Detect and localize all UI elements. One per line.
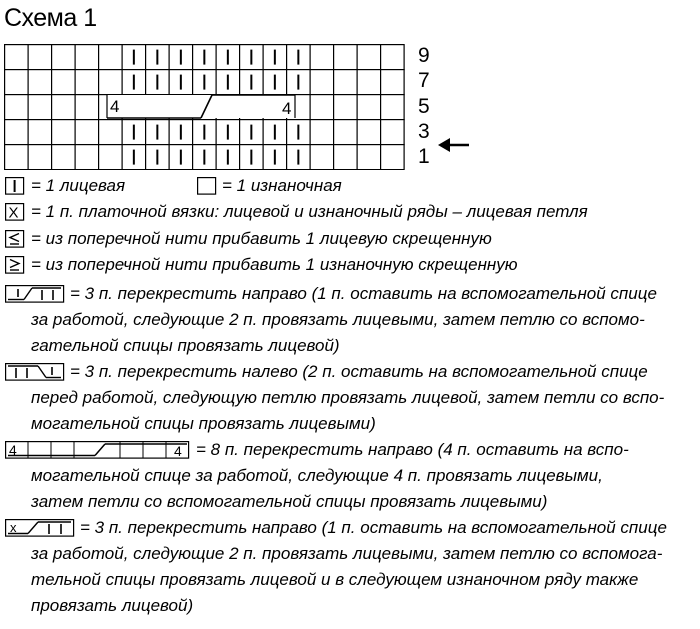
chart-cell (310, 70, 334, 95)
cross-left-3-icon (5, 363, 65, 381)
chart-cell (357, 95, 381, 120)
row-number-9: 9 (418, 44, 430, 67)
chart-cell (52, 120, 76, 145)
chart-cell (52, 70, 76, 95)
chart-cell (28, 120, 51, 145)
chart-cell (99, 145, 123, 170)
chart-cell (381, 145, 405, 170)
legend-cross-right-3-line-3: гательной спицы провязать лицевой) (31, 336, 340, 355)
chart-cell (357, 45, 381, 70)
legend-cross-right-3-line-1: = 3 п. перекрестить направо (1 п. оставить на вспомогательной спице (70, 284, 657, 303)
cable-count-right: 4 (282, 99, 292, 118)
legend-cross-right-8-line-3: затем петли со вспомогательной спицы провязать лицевыми) (31, 492, 548, 511)
chart-cell (52, 145, 76, 170)
legend-cross-right-8-line-1: = 8 п. перекрестить направо (4 п. оставить на вспо- (196, 440, 629, 459)
chart-cell (357, 145, 381, 170)
chart-cell (75, 120, 99, 145)
chart-cell (334, 95, 358, 120)
legend-increase-knit: = из поперечной нити прибавить 1 лицевую скрещенную (31, 229, 492, 248)
chart-cell (381, 45, 405, 70)
legend-increase-purl: = из поперечной нити прибавить 1 изнаночную скрещенную (31, 255, 518, 274)
chart-cell (52, 95, 76, 120)
row-number-1: 1 (418, 145, 430, 168)
legend-knit: = 1 лицевая (31, 176, 126, 195)
chart-cell (310, 45, 334, 70)
chart-cell (75, 70, 99, 95)
chart-cell (334, 120, 358, 145)
chart-cell (381, 95, 405, 120)
legend-cross-left-3-line-2: перед работой, следующую петлю провязать лицевой, затем петли со вспо- (31, 388, 665, 407)
garter-symbol-icon (5, 203, 25, 221)
row-number-5: 5 (418, 95, 430, 118)
cable-count-left: 4 (110, 97, 120, 116)
chart-cell (75, 145, 99, 170)
legend-cross-left-3-line-3: могательной спицы провязать лицевыми) (31, 414, 376, 433)
chart-cell (310, 95, 334, 120)
legend-cross-right-3-line-2: за работой, следующие 2 п. провязать лицевыми, затем петлю со вспомо- (31, 310, 645, 329)
legend-garter: = 1 п. платочной вязки: лицевой и изнаночный ряды – лицевая петля (31, 202, 588, 221)
chart-cell (381, 120, 405, 145)
chart-cell (334, 145, 358, 170)
chart-cell (28, 95, 51, 120)
chart-cell (52, 45, 76, 70)
chart-cell (28, 145, 51, 170)
legend-cross-right-8-line-2: могательной спице за работой, следующие 4 п. провязать лицевыми, (31, 466, 603, 485)
chart-cell (5, 70, 29, 95)
legend-cross-right-3x-line-1: = 3 п. перекрестить направо (1 п. оставить на вспомогательной спице (80, 518, 667, 537)
cross-right-3x-icon (5, 519, 75, 537)
row-number-7: 7 (418, 69, 430, 92)
chart-cell (310, 120, 334, 145)
chart-cell (334, 70, 358, 95)
arrow-left-icon (438, 137, 470, 153)
row-number-3: 3 (418, 120, 430, 143)
chart-cell (5, 145, 29, 170)
chart-cell (28, 70, 51, 95)
cable-label-right: 4 (174, 443, 182, 459)
chart-title: Схема 1 (4, 4, 97, 32)
purl-symbol-icon (197, 177, 217, 195)
cable-label-left: 4 (9, 442, 17, 458)
legend-cross-right-3x-line-3: тельной спицы провязать лицевой и в следующем изнаночном ряду также (31, 570, 639, 589)
chart-cell (75, 95, 99, 120)
chart-cell (357, 70, 381, 95)
cross-right-8-icon (5, 441, 190, 459)
chart-cell (75, 45, 99, 70)
legend-purl: = 1 изнаночная (222, 176, 342, 195)
chart-cell (99, 45, 123, 70)
cross-right-3-icon (5, 285, 65, 303)
cable-cross-8 (107, 95, 295, 118)
chart-cell (5, 95, 29, 120)
cable-cross-8-background (107, 95, 295, 118)
increase-purl-icon (5, 256, 25, 274)
chart-cell (28, 45, 51, 70)
garter-mark: X (8, 204, 19, 221)
chart-cell (334, 45, 358, 70)
knitting-chart (4, 44, 410, 170)
chart-cell (5, 120, 29, 145)
knit-symbol-icon (5, 177, 25, 195)
chart-cell (99, 120, 123, 145)
legend-cross-right-3x-line-4: провязать лицевой) (31, 596, 194, 615)
chart-cell (99, 70, 123, 95)
legend-cross-left-3-line-1: = 3 п. перекрестить налево (2 п. оставить на вспомогательной спице (70, 362, 648, 381)
chart-cell (357, 120, 381, 145)
increase-knit-icon (5, 230, 25, 248)
legend-cross-right-3x-line-2: за работой, следующие 2 п. провязать лицевыми, затем петлю со вспомога- (31, 544, 663, 563)
chart-cell (381, 70, 405, 95)
chart-cell (5, 45, 29, 70)
chart-cell (310, 145, 334, 170)
cross-x-mark: x (10, 520, 17, 535)
